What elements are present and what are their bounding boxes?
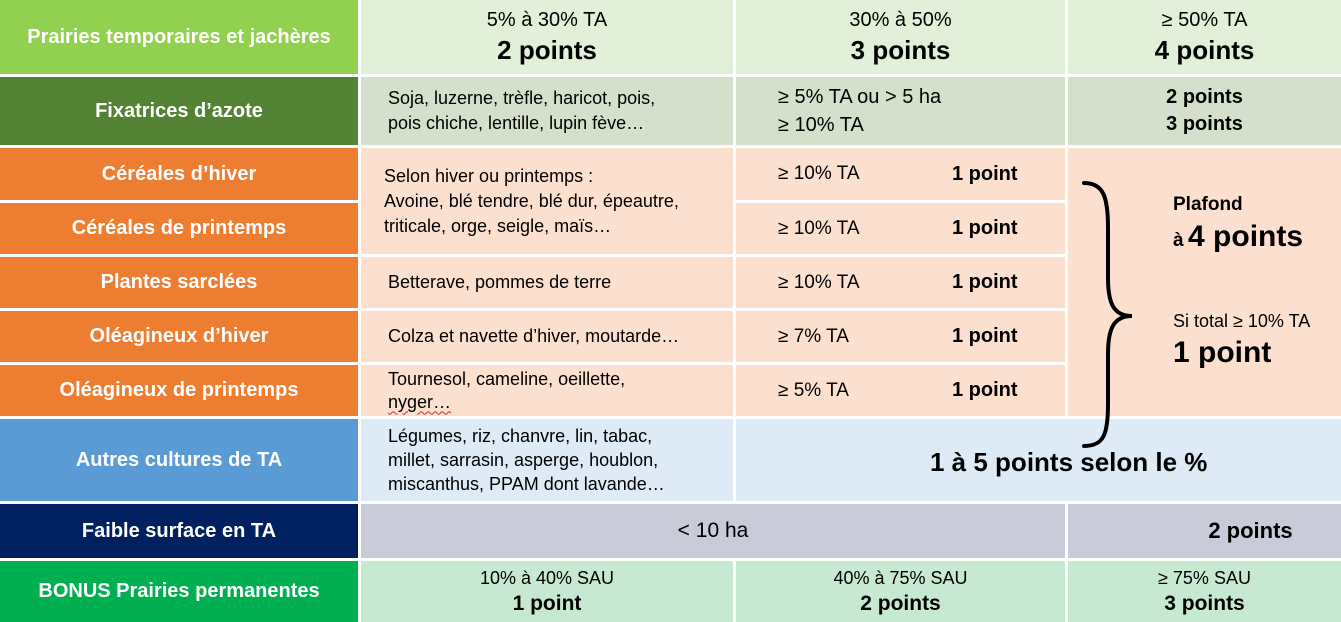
desc-line: Betterave, pommes de terre	[388, 272, 612, 292]
sarclees-criteria	[736, 257, 1065, 308]
label-text: Oléagineux de printemps	[59, 379, 299, 401]
plafond-bonus-points: 1 point	[1173, 336, 1272, 369]
autres-description	[361, 419, 733, 501]
tier-range: 10% à 40% SAU	[479, 567, 615, 588]
threshold: ≥ 10% TA	[778, 163, 860, 184]
autres-points-cell	[736, 419, 1341, 501]
oleagineux-printemps-description	[361, 365, 733, 416]
threshold: < 10 ha	[677, 519, 749, 542]
label-prairies-temporaires	[0, 0, 358, 74]
plafond-points: 4 points	[1188, 220, 1304, 253]
curly-brace-icon	[1080, 178, 1140, 450]
label-fixatrices-azote	[0, 77, 358, 145]
tier-points: 1 point	[512, 591, 582, 615]
fixatrices-description	[361, 77, 733, 145]
desc-line: triticale, orge, seigle, maïs…	[384, 215, 612, 236]
bonus-tier-1	[361, 561, 733, 622]
points: 1 point	[952, 162, 1018, 185]
plafond-prefix: à	[1173, 230, 1184, 251]
faible-points-cell	[1068, 504, 1341, 558]
oleagineux-printemps-criteria	[736, 365, 1065, 416]
points-line: 3 points	[1166, 113, 1243, 135]
prairies-tier-1	[361, 0, 733, 74]
tier-points: 2 points	[860, 591, 941, 615]
tier-range: ≥ 75% SAU	[1158, 567, 1251, 588]
threshold-line: ≥ 5% TA ou > 5 ha	[778, 86, 942, 108]
desc-line: Colza et navette d’hiver, moutarde…	[388, 326, 680, 346]
tier-points: 2 points	[497, 34, 597, 65]
label-text: Céréales de printemps	[71, 217, 287, 239]
points: 1 point	[952, 271, 1018, 293]
prairies-tier-2	[736, 0, 1065, 74]
cereales-printemps-criteria	[736, 203, 1065, 254]
desc-line: Soja, luzerne, trèfle, haricot, pois,	[388, 88, 656, 108]
threshold: ≥ 10% TA	[778, 271, 860, 293]
bonus-tier-2	[736, 561, 1065, 622]
oleagineux-hiver-criteria	[736, 311, 1065, 362]
label-autres-cultures	[0, 419, 358, 501]
label-text: Oléagineux d’hiver	[89, 325, 269, 347]
label-text: Prairies temporaires et jachères	[27, 25, 331, 48]
desc-line: nyger…	[388, 391, 452, 412]
sarclees-description	[361, 257, 733, 308]
label-oleagineux-printemps	[0, 365, 358, 416]
autres-points: 1 à 5 points selon le %	[930, 447, 1208, 477]
bonus-tier-3	[1068, 561, 1341, 622]
points: 1 point	[952, 325, 1018, 347]
prairies-tier-3	[1068, 0, 1341, 74]
label-plantes-sarclees	[0, 257, 358, 308]
points-line: 2 points	[1166, 86, 1243, 108]
plafond-value	[1173, 220, 1303, 254]
label-cereales-printemps	[0, 203, 358, 254]
threshold: ≥ 7% TA	[778, 325, 849, 347]
desc-line: millet, sarrasin, asperge, houblon,	[388, 450, 659, 470]
tier-points: 4 points	[1154, 34, 1255, 65]
label-text: Céréales d’hiver	[101, 162, 257, 185]
label-cereales-hiver	[0, 148, 358, 200]
label-text: Faible surface en TA	[81, 519, 277, 542]
label-bonus-prairies	[0, 561, 358, 622]
desc-line: Avoine, blé tendre, blé dur, épeautre,	[384, 190, 679, 211]
points: 1 point	[952, 379, 1018, 401]
label-faible-surface	[0, 504, 358, 558]
threshold: ≥ 5% TA	[778, 379, 849, 401]
threshold: ≥ 10% TA	[778, 217, 860, 239]
tier-range: 30% à 50%	[849, 8, 952, 31]
label-oleagineux-hiver	[0, 311, 358, 362]
tier-points: 3 points	[1164, 591, 1245, 615]
label-text: BONUS Prairies permanentes	[38, 580, 320, 602]
desc-line: pois chiche, lentille, lupin fève…	[388, 113, 645, 133]
tier-range: 5% à 30% TA	[486, 8, 608, 31]
label-text: Plantes sarclées	[100, 271, 258, 293]
cereales-description	[361, 148, 733, 254]
tier-range: 40% à 75% SAU	[833, 567, 968, 588]
label-text: Fixatrices d’azote	[95, 99, 263, 122]
oleagineux-hiver-description	[361, 311, 733, 362]
plafond-condition: Si total ≥ 10% TA	[1173, 311, 1311, 331]
tier-points: 3 points	[850, 34, 951, 65]
desc-line: Tournesol, cameline, oeillette,	[388, 368, 626, 389]
desc-line: miscanthus, PPAM dont lavande…	[388, 474, 665, 494]
points: 2 points	[1208, 518, 1293, 543]
faible-threshold-cell	[361, 504, 1065, 558]
fixatrices-thresholds	[736, 77, 1065, 145]
points: 1 point	[952, 217, 1018, 239]
tier-range: ≥ 50% TA	[1161, 8, 1248, 31]
label-text: Autres cultures de TA	[75, 448, 283, 471]
desc-line: Selon hiver ou printemps :	[384, 165, 594, 186]
threshold-line: ≥ 10% TA	[778, 114, 864, 136]
cereales-hiver-criteria	[736, 148, 1065, 200]
desc-line: Légumes, riz, chanvre, lin, tabac,	[388, 426, 653, 446]
plafond-title: Plafond	[1173, 194, 1243, 215]
fixatrices-points	[1068, 77, 1341, 145]
